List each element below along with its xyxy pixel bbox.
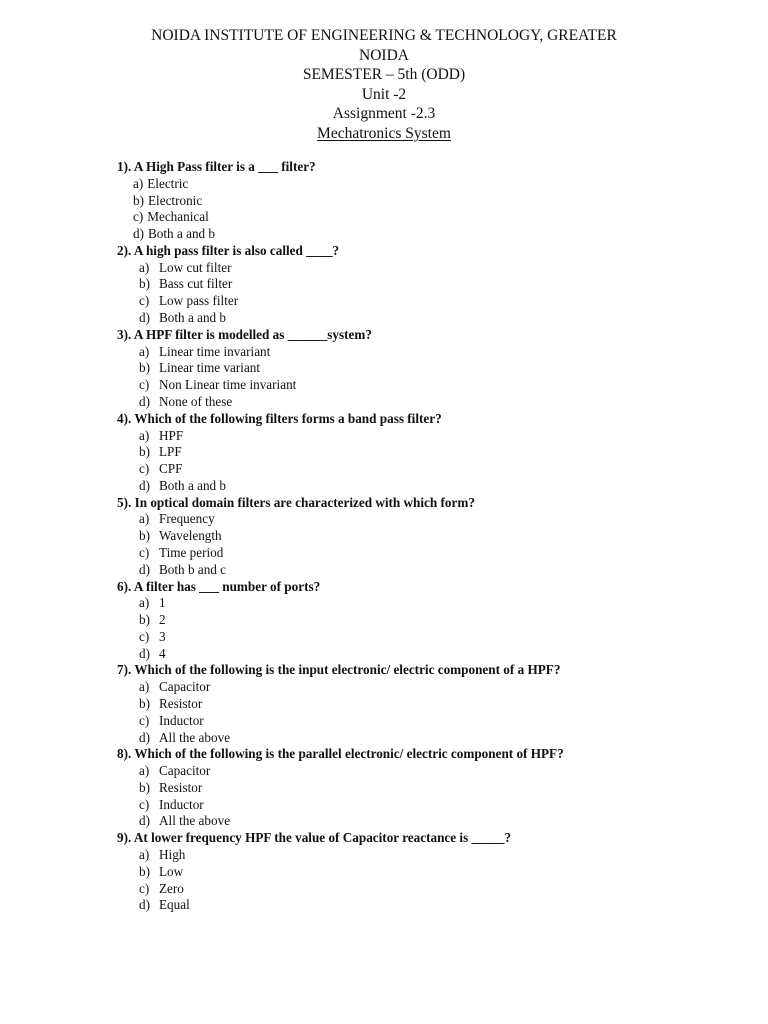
answer-option xyxy=(117,595,737,612)
question-text: 1). A High Pass filter is a ___ filter? xyxy=(117,159,316,174)
option-text: Bass cut filter xyxy=(159,276,233,292)
assignment-label: Assignment -2.3 xyxy=(332,105,436,122)
answer-option xyxy=(117,881,737,898)
option-letter: a) xyxy=(139,763,150,779)
option-text: Capacitor xyxy=(159,763,211,779)
question-text: 4). Which of the following filters forms a band pass filter? xyxy=(117,410,442,426)
option-text: Low xyxy=(159,863,184,879)
answer-option xyxy=(117,713,737,730)
answer-option xyxy=(117,679,737,696)
option-letter: b) xyxy=(139,360,150,376)
option-text: Low pass filter xyxy=(159,293,239,309)
option-letter: c) xyxy=(139,377,150,393)
option-text: Wavelength xyxy=(159,528,222,544)
question-text: 6). A filter has ___ number of ports? xyxy=(117,578,321,594)
option-text: Both b and c xyxy=(159,561,227,577)
answer-option xyxy=(117,461,737,478)
option-text: Capacitor xyxy=(159,679,211,695)
unit-label: Unit -2 xyxy=(361,85,407,103)
question-text: 9). At lower frequency HPF the value of Capacitor reactance is _____? xyxy=(117,830,512,846)
answer-option xyxy=(117,193,737,210)
option-text: Electronic xyxy=(148,192,203,208)
option-text: Mechanical xyxy=(147,209,209,225)
option-letter: c) xyxy=(139,712,150,728)
option-letter: d) xyxy=(139,393,150,409)
answer-option xyxy=(117,780,737,797)
option-letter: d) xyxy=(139,310,150,326)
option-text: Linear time variant xyxy=(159,360,261,376)
option-letter: c) xyxy=(139,796,150,812)
answer-option xyxy=(117,360,737,377)
answer-option xyxy=(117,696,737,713)
option-letter: a) xyxy=(139,511,150,527)
answer-option xyxy=(117,428,737,445)
option-text: None of these xyxy=(159,393,233,409)
option-letter: b) xyxy=(139,276,150,292)
option-text: Resistor xyxy=(159,779,203,795)
institute-name-continued: NOIDA xyxy=(359,46,409,64)
question-block xyxy=(117,327,737,411)
option-letter: c) xyxy=(139,880,150,896)
option-letter: a) xyxy=(139,679,150,695)
document-header xyxy=(0,26,768,143)
answer-option xyxy=(117,344,737,361)
answer-option xyxy=(117,260,737,277)
question-list xyxy=(117,159,737,914)
option-text: Equal xyxy=(159,897,190,913)
option-text: 3 xyxy=(159,628,166,644)
option-text: Inductor xyxy=(159,712,204,728)
answer-option xyxy=(117,897,737,914)
option-text: LPF xyxy=(159,444,182,460)
question-text: 3). A HPF filter is modelled as ______system? xyxy=(117,326,372,342)
option-text: 1 xyxy=(159,595,166,611)
option-letter: d) xyxy=(139,645,150,661)
question-block xyxy=(117,579,737,663)
answer-option xyxy=(117,209,737,226)
option-text: Both a and b xyxy=(159,310,227,326)
question-text: 8). Which of the following is the parallel electronic/ electric component of HPF? xyxy=(117,746,564,762)
answer-option xyxy=(117,545,737,562)
answer-option xyxy=(117,444,737,461)
answer-option xyxy=(117,730,737,747)
institute-name: NOIDA INSTITUTE OF ENGINEERING & TECHNOLOGY, GREATER xyxy=(151,27,617,44)
answer-option xyxy=(117,864,737,881)
option-letter: b) xyxy=(139,612,150,628)
option-text: Low cut filter xyxy=(159,259,232,275)
option-letter: a) xyxy=(139,595,150,611)
answer-option xyxy=(117,847,737,864)
option-letter: b) xyxy=(139,528,150,544)
option-letter: b) xyxy=(139,779,150,795)
option-text: Zero xyxy=(159,880,184,896)
question-block xyxy=(117,662,737,746)
option-letter: d) xyxy=(139,813,150,829)
option-letter: c) xyxy=(139,628,150,644)
answer-option xyxy=(117,310,737,327)
answer-option xyxy=(117,511,737,528)
option-text: High xyxy=(159,847,186,863)
option-text: CPF xyxy=(159,461,183,477)
question-block xyxy=(117,830,737,914)
answer-option xyxy=(117,562,737,579)
option-letter: d) xyxy=(139,561,150,577)
answer-option xyxy=(117,276,737,293)
option-text: 2 xyxy=(159,612,166,628)
option-letter: b) xyxy=(139,444,150,460)
option-text: Both a and b xyxy=(159,477,227,493)
semester-label: SEMESTER – 5th (ODD) xyxy=(302,66,466,83)
option-letter: a) xyxy=(139,847,150,863)
answer-option xyxy=(117,629,737,646)
option-letter: b) xyxy=(139,863,150,879)
answer-option xyxy=(117,763,737,780)
option-text: 4 xyxy=(159,645,166,661)
option-text: Frequency xyxy=(159,511,215,527)
option-letter: c) xyxy=(139,293,150,309)
option-text: Non Linear time invariant xyxy=(159,377,297,393)
question-block xyxy=(117,411,737,495)
option-text: All the above xyxy=(159,813,231,829)
option-letter: d) xyxy=(139,897,150,913)
answer-option xyxy=(117,377,737,394)
option-letter: b) xyxy=(133,192,144,208)
option-text: Inductor xyxy=(159,796,204,812)
option-text: Linear time invariant xyxy=(159,343,271,359)
question-text: 5). In optical domain filters are characterized with which form? xyxy=(117,494,475,510)
option-letter: d) xyxy=(139,477,150,493)
question-block xyxy=(117,243,737,327)
option-letter: b) xyxy=(139,696,150,711)
option-letter: c) xyxy=(139,461,150,477)
option-text: HPF xyxy=(159,427,184,443)
option-text: Electric xyxy=(147,175,189,191)
option-text: Time period xyxy=(159,544,224,560)
answer-option xyxy=(117,478,737,495)
question-block xyxy=(117,746,737,830)
option-letter: c) xyxy=(133,209,144,225)
option-letter: c) xyxy=(139,544,150,560)
question-block xyxy=(117,159,737,243)
option-text: All the above xyxy=(159,729,231,745)
question-block xyxy=(117,495,737,579)
question-text: 7). Which of the following is the input electronic/ electric component of a HPF? xyxy=(117,662,561,678)
answer-option xyxy=(117,612,737,629)
answer-option xyxy=(117,813,737,830)
option-letter: a) xyxy=(139,427,150,443)
subject-title: Mechatronics System xyxy=(317,124,451,142)
answer-option xyxy=(117,394,737,411)
answer-option xyxy=(117,176,737,193)
option-text: Resistor xyxy=(159,696,203,711)
option-letter: a) xyxy=(139,259,150,275)
question-text: 2). A high pass filter is also called ____? xyxy=(117,242,340,258)
option-text: Both a and b xyxy=(148,226,216,242)
answer-option xyxy=(117,528,737,545)
answer-option xyxy=(117,293,737,310)
answer-option xyxy=(117,797,737,814)
answer-option xyxy=(117,226,737,243)
option-letter: a) xyxy=(139,343,150,359)
option-letter: d) xyxy=(133,226,144,242)
option-letter: a) xyxy=(133,175,144,191)
option-letter: d) xyxy=(139,729,150,745)
answer-option xyxy=(117,646,737,663)
